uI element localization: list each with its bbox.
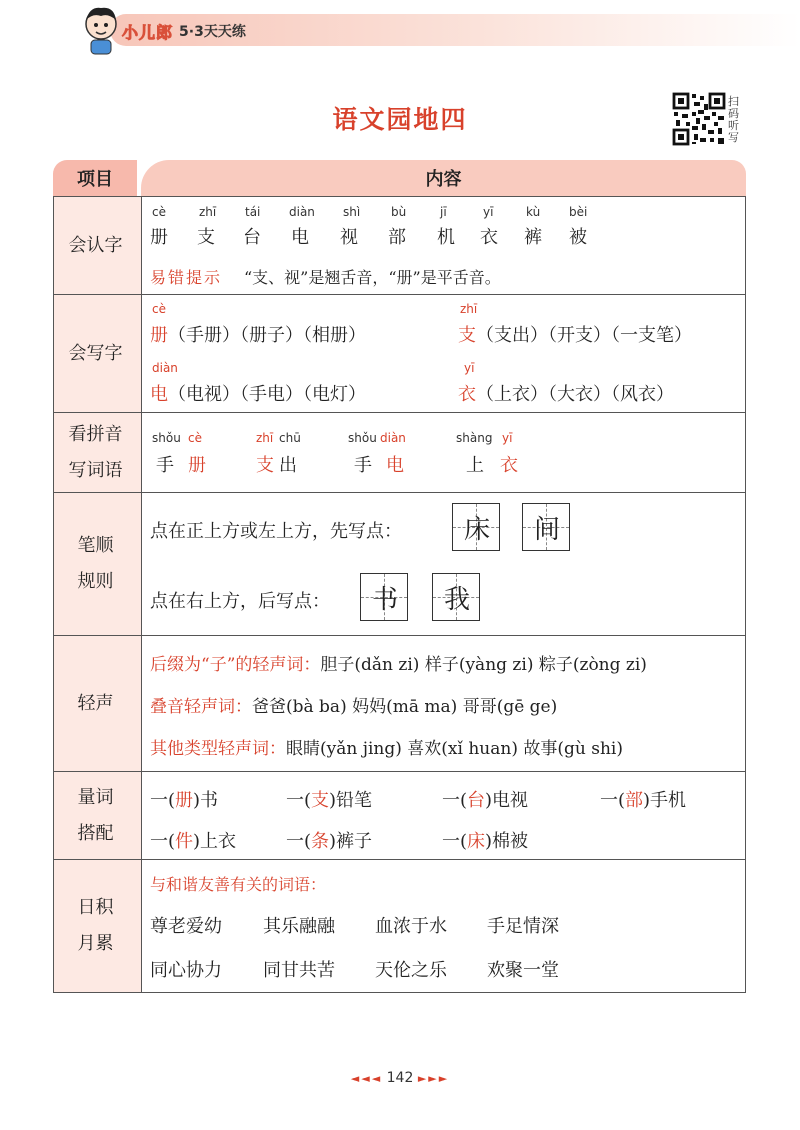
recognize-char: 台 — [243, 227, 261, 248]
word-char: 手 — [156, 455, 174, 476]
write-pinyin: diàn — [152, 361, 178, 375]
row-label-write: 会写字 — [68, 342, 123, 364]
recognize-char: 部 — [388, 227, 406, 248]
page-next-arrows: ►►► — [417, 1072, 450, 1085]
column-header-item: 项目 — [53, 160, 137, 196]
stroke-char: 书 — [371, 584, 398, 615]
word-char: 手 — [354, 455, 372, 476]
recognize-char: 被 — [569, 227, 587, 248]
measure-item: 一(册)书 — [150, 790, 219, 811]
idiom: 同甘共苦 — [263, 960, 335, 981]
write-words: （支出）（开支）（一支笔） — [476, 325, 692, 346]
recognize-char: 电 — [291, 227, 309, 248]
row-measure-words — [53, 771, 746, 859]
measure-item: 一(条)裤子 — [286, 831, 373, 852]
measure-item: 一(件)上衣 — [150, 831, 237, 852]
row-label-recognize: 会认字 — [68, 234, 123, 256]
word-pinyin: shǒu — [152, 431, 181, 445]
recognize-char: 册 — [150, 227, 168, 248]
write-char: 册 — [150, 325, 168, 346]
recognize-char: 衣 — [480, 227, 498, 248]
recognize-pinyin: bù — [391, 205, 407, 219]
row-label-stroke-1: 笔顺 — [77, 535, 114, 556]
recognize-pinyin: cè — [152, 205, 166, 219]
page-number — [0, 1070, 800, 1086]
word-pinyin: yī — [502, 431, 513, 445]
recognize-pinyin: zhī — [199, 205, 217, 219]
page-title: 语文园地四 — [332, 105, 468, 134]
neutral-head: 其他类型轻声词： — [150, 739, 286, 759]
measure-item: 一(部)手机 — [600, 790, 687, 811]
tian-grid-box — [452, 503, 500, 551]
row-label-measure-1: 量词 — [77, 786, 114, 808]
top-banner — [0, 0, 800, 62]
write-pinyin: cè — [152, 302, 166, 316]
row-label-stroke-2: 规则 — [77, 571, 114, 592]
tian-grid-box — [432, 573, 480, 621]
recognize-pinyin: tái — [245, 205, 261, 219]
idiom: 血浓于水 — [375, 916, 447, 937]
recognize-pinyin: bèi — [569, 205, 588, 219]
word-pinyin: diàn — [380, 431, 406, 445]
stroke-rule-2: 点在右上方，后写点： — [150, 591, 330, 612]
row-pinyin-words — [53, 412, 746, 492]
word-char: 支 — [256, 455, 274, 476]
recognize-char: 视 — [340, 227, 358, 248]
qr-code-icon[interactable] — [672, 92, 726, 146]
stroke-char: 间 — [533, 514, 560, 545]
write-char: 衣 — [458, 384, 476, 405]
tian-grid-box — [360, 573, 408, 621]
recognize-pinyin: yī — [483, 205, 494, 219]
page-prev-arrows: ◄◄◄ — [350, 1072, 383, 1085]
measure-item: 一(台)电视 — [442, 790, 529, 811]
mascot-icon — [78, 4, 124, 56]
brand-name: 小儿郎 — [122, 22, 174, 42]
row-label-accumulate-2: 月累 — [77, 933, 114, 954]
write-pinyin: yī — [464, 361, 475, 375]
neutral-line — [150, 650, 647, 675]
write-words: （手册）（册子）（相册） — [168, 325, 366, 346]
accumulate-head: 与和谐友善有关的词语： — [150, 875, 327, 894]
stroke-rule-1: 点在正上方或左上方，先写点： — [150, 521, 402, 542]
recognize-pinyin: kù — [526, 205, 541, 219]
write-words: （上衣）（大衣）（风衣） — [476, 384, 674, 405]
neutral-line — [150, 734, 623, 759]
write-words: （电视）（手电）（电灯） — [168, 384, 366, 405]
idiom: 手足情深 — [487, 916, 559, 937]
row-write — [53, 294, 746, 412]
recognize-char: 裤 — [524, 227, 542, 248]
measure-item: 一(支)铅笔 — [286, 790, 373, 811]
word-pinyin: cè — [188, 431, 202, 445]
recognize-char: 机 — [437, 227, 455, 248]
idiom: 同心协力 — [150, 960, 222, 981]
page-number-value: 142 — [386, 1070, 414, 1086]
idiom: 天伦之乐 — [375, 960, 447, 981]
row-label-pinyin-words-1: 看拼音 — [68, 423, 123, 445]
tian-grid-box — [522, 503, 570, 551]
idiom: 欢聚一堂 — [487, 960, 559, 981]
recognize-pinyin: jī — [440, 205, 447, 219]
write-char: 支 — [458, 325, 476, 346]
row-label-pinyin-words-2: 写词语 — [68, 459, 123, 481]
word-char: 电 — [386, 455, 404, 476]
content-table — [53, 160, 746, 981]
tip-text: “支、视”是翘舌音，“册”是平舌音。 — [244, 268, 501, 287]
row-label-measure-2: 搭配 — [77, 822, 114, 844]
row-label-accumulate-1: 日积 — [77, 897, 114, 918]
word-char: 出 — [279, 455, 297, 476]
row-accumulate — [53, 859, 746, 993]
word-pinyin: shǒu — [348, 431, 377, 445]
recognize-pinyin: shì — [343, 205, 361, 219]
idiom: 尊老爱幼 — [150, 916, 222, 937]
row-label-neutral: 轻声 — [77, 692, 114, 714]
tip-label: 易错提示 — [150, 268, 223, 287]
word-char: 衣 — [500, 455, 518, 476]
recognize-pinyin: diàn — [289, 205, 315, 219]
row-neutral-tone — [53, 635, 746, 771]
neutral-line — [150, 692, 557, 717]
neutral-head: 叠音轻声词： — [150, 697, 252, 717]
brand-subtitle: 5·3天天练 — [179, 24, 246, 40]
idiom: 其乐融融 — [263, 916, 335, 937]
word-pinyin: zhī — [256, 431, 274, 445]
word-pinyin: chū — [279, 431, 301, 445]
write-char: 电 — [150, 384, 168, 405]
neutral-head: 后缀为“子”的轻声词： — [150, 655, 321, 675]
row-stroke-order — [53, 492, 746, 635]
neutral-text: 胆子(dǎn zi) 样子(yàng zi) 粽子(zòng zi) — [320, 655, 647, 675]
write-pinyin: zhī — [460, 302, 478, 316]
neutral-text: 眼睛(yǎn jing) 喜欢(xǐ huan) 故事(gù shi) — [286, 739, 623, 759]
neutral-text: 爸爸(bà ba) 妈妈(mā ma) 哥哥(gē ge) — [252, 697, 558, 717]
word-char: 上 — [466, 455, 484, 476]
stroke-char: 我 — [443, 584, 470, 615]
column-header-content: 内容 — [141, 160, 746, 196]
row-recognize — [53, 196, 746, 294]
table-header — [53, 160, 746, 196]
word-char: 册 — [188, 455, 206, 476]
stroke-char: 床 — [463, 514, 490, 545]
qr-label: 扫码听写 — [728, 95, 739, 144]
word-pinyin: shàng — [456, 431, 493, 445]
brand — [122, 18, 246, 44]
recognize-char: 支 — [197, 227, 215, 248]
measure-item: 一(床)棉被 — [442, 831, 529, 852]
